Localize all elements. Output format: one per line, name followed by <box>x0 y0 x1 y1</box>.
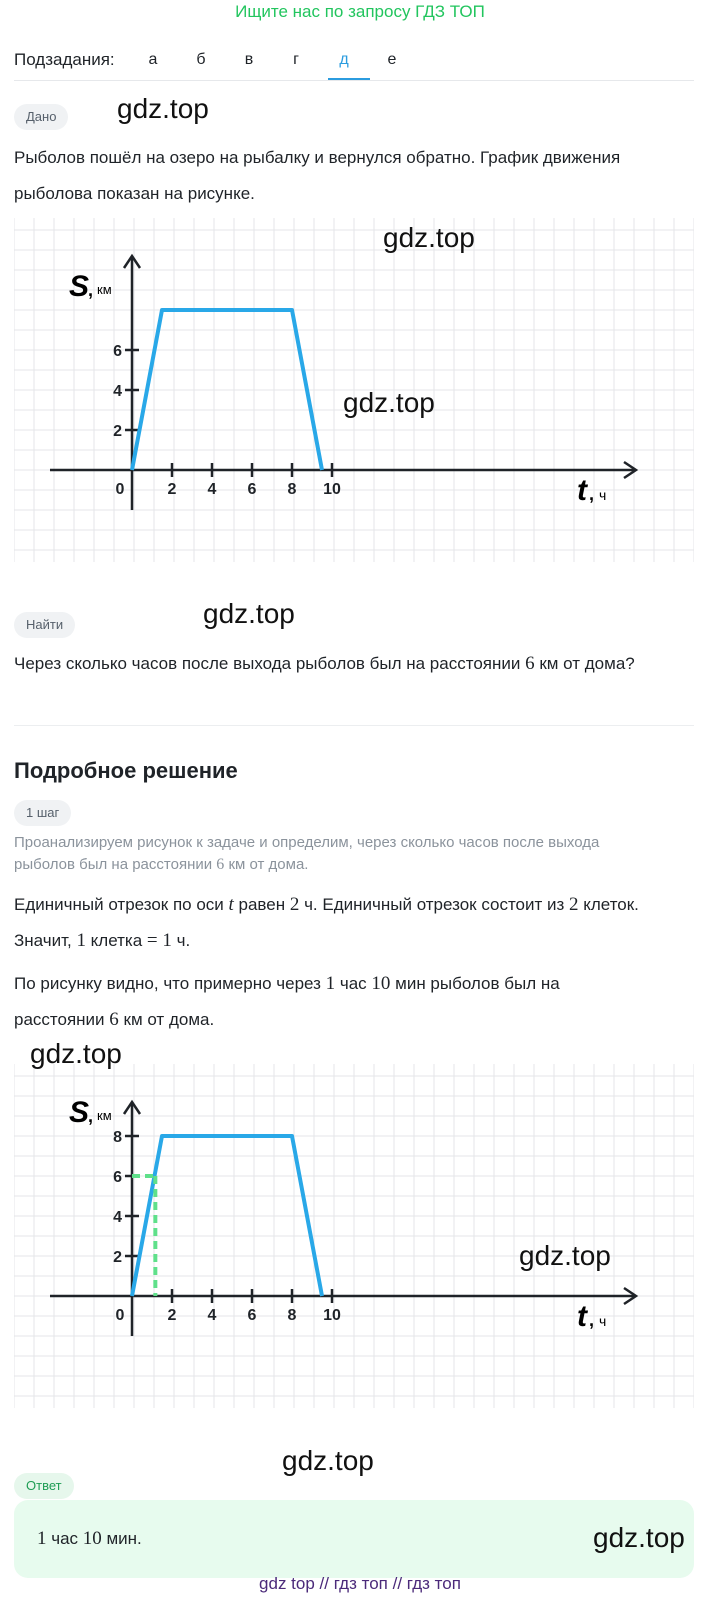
find-text: Через сколько часов после выхода рыболов был на расстоянии 6 км от дома? <box>14 653 635 674</box>
y-axis-label: S <box>69 1096 90 1129</box>
given-pill: Дано <box>14 104 68 130</box>
watermark: gdz.top <box>343 387 435 418</box>
x-tick-label: 10 <box>323 481 341 498</box>
tab-d[interactable]: д <box>339 51 349 68</box>
x-tick-label: 8 <box>287 481 297 498</box>
y-tick-label: 4 <box>113 1209 122 1226</box>
watermark: gdz.top <box>117 93 209 124</box>
y-axis-comma: , <box>88 1106 94 1126</box>
x-tick-label: 10 <box>323 1307 341 1324</box>
x-tick-label: 8 <box>287 1307 297 1324</box>
solution-p2: Значит, 1 клетка = 1 ч. <box>14 930 191 951</box>
watermark: gdz.top <box>593 1522 685 1553</box>
tabs-divider <box>14 80 694 81</box>
grid <box>14 1064 694 1408</box>
y-tick-label: 6 <box>113 1169 122 1186</box>
step-hint-line1: Проанализируем рисунок к задаче и определим, через сколько часов после выхода <box>14 834 600 851</box>
distance-time-chart-2 <box>14 1064 694 1408</box>
answer-pill: Ответ <box>14 1473 74 1499</box>
given-text-line1: Рыболов пошёл на озеро на рыбалку и вернулся обратно. График движения <box>14 148 621 167</box>
y-tick-label: 2 <box>113 1249 122 1266</box>
step-hint-line2: рыболов был на расстоянии 6 км от дома. <box>14 856 309 873</box>
x-tick-label: 4 <box>207 1307 217 1324</box>
y-tick-label: 2 <box>113 423 122 440</box>
solution-p3: По рисунку видно, что примерно через 1 час 10 мин рыболов был на <box>14 973 560 994</box>
watermark: gdz.top <box>519 1240 611 1271</box>
y-axis-label: S <box>69 270 90 303</box>
y-axis-unit: км <box>97 1108 112 1123</box>
given-text-line2: рыболова показан на рисунке. <box>14 184 255 203</box>
y-axis-comma: , <box>88 280 94 300</box>
section-divider <box>14 725 694 726</box>
search-banner[interactable]: Ищите нас по запросу ГДЗ ТОП <box>235 2 485 21</box>
answer-text: 1 час 10 мин. <box>37 1528 142 1549</box>
x-axis-comma: , <box>589 484 595 504</box>
y-tick-label: 4 <box>113 383 122 400</box>
footer-links[interactable]: gdz top // гдз топ // гдз топ <box>259 1574 461 1593</box>
x-tick-label: 2 <box>167 481 177 498</box>
solution-title: Подробное решение <box>14 758 238 783</box>
x-tick-label: 2 <box>167 1307 177 1324</box>
y-axis-unit: км <box>97 282 112 297</box>
x-tick-label: 6 <box>247 1307 257 1324</box>
x-axis-label: t <box>577 1300 587 1333</box>
watermark: gdz.top <box>282 1445 374 1476</box>
watermark: gdz.top <box>30 1038 122 1069</box>
watermark: gdz.top <box>203 598 295 629</box>
y-tick-label: 8 <box>113 1129 122 1146</box>
subtasks-label: Подзадания: <box>14 50 115 69</box>
tab-b[interactable]: б <box>196 51 206 68</box>
tab-a[interactable]: а <box>148 51 158 68</box>
ticks <box>113 343 341 498</box>
tab-e[interactable]: е <box>387 51 397 68</box>
x-axis-unit: ч <box>599 1313 607 1329</box>
y-tick-label: 6 <box>113 343 122 360</box>
find-pill: Найти <box>14 612 75 638</box>
tab-v[interactable]: в <box>244 51 254 68</box>
x-tick-label: 4 <box>207 481 217 498</box>
x-axis-unit: ч <box>599 487 607 503</box>
x-tick-label: 0 <box>115 481 125 498</box>
step-pill: 1 шаг <box>14 800 71 826</box>
active-tab-indicator <box>328 78 370 80</box>
x-axis-label: t <box>577 474 587 507</box>
axes <box>50 256 636 510</box>
x-tick-label: 0 <box>115 1307 125 1324</box>
solution-p4: расстоянии 6 км от дома. <box>14 1009 215 1030</box>
tab-g[interactable]: г <box>293 51 299 68</box>
solution-p1: Единичный отрезок по оси t равен 2 ч. Единичный отрезок состоит из 2 клеток. <box>14 894 639 915</box>
x-axis-comma: , <box>589 1310 595 1330</box>
x-tick-label: 6 <box>247 481 257 498</box>
watermark: gdz.top <box>383 222 475 253</box>
